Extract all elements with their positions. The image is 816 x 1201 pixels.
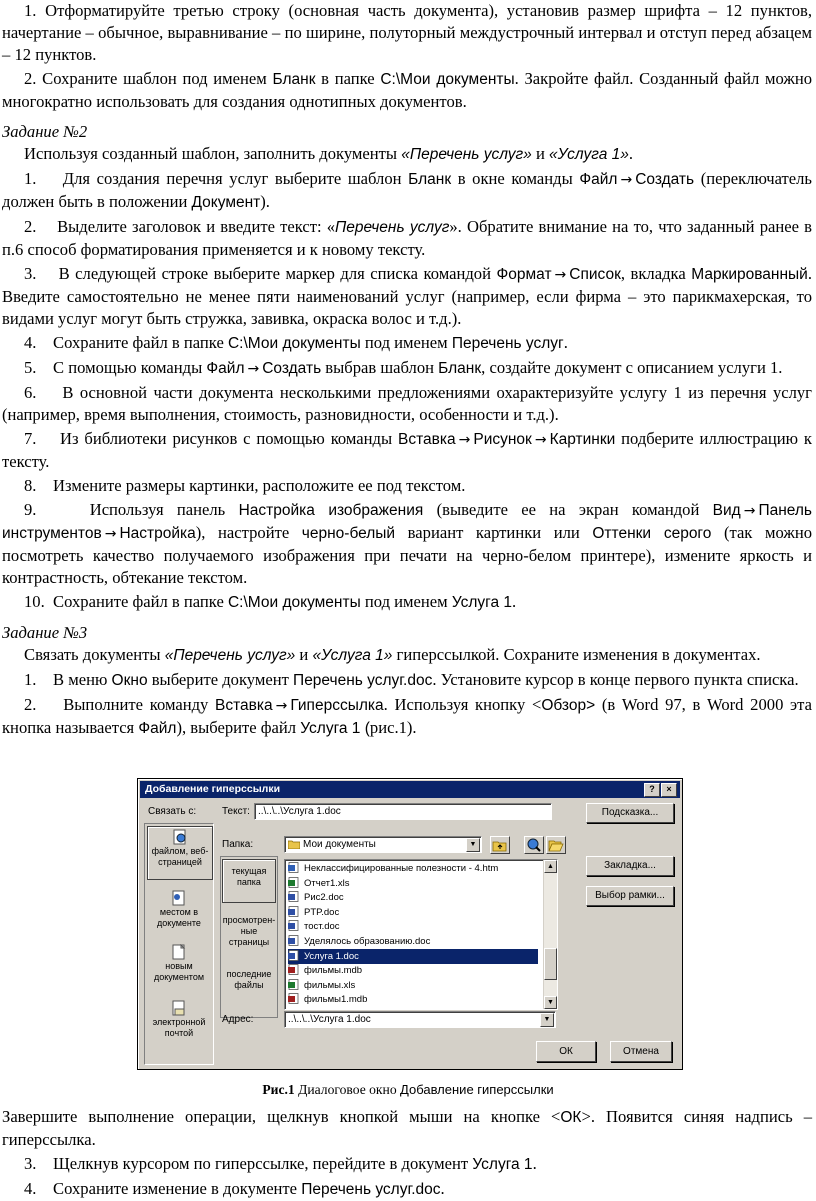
- text: 4. Сохраните файл в папке: [24, 333, 228, 352]
- text: .: [512, 592, 517, 611]
- file-htm-icon: [288, 862, 300, 873]
- task2-intro: [0, 143, 816, 166]
- address-label: Адрес:: [222, 1014, 254, 1025]
- ui-term: Услуга 1: [451, 594, 513, 611]
- hint-button[interactable]: Подсказка...: [586, 803, 674, 823]
- text: (переключатель должен быть в положении: [2, 169, 812, 211]
- link-with-label: Связать с:: [148, 806, 197, 817]
- text: 5. С помощью команды: [24, 358, 207, 377]
- file-list-item[interactable]: [288, 890, 538, 905]
- folder-up-icon: [491, 837, 509, 853]
- ui-term: Настройка: [119, 525, 196, 542]
- text: . Установите курсор в конце первого пункта списка.: [432, 670, 799, 689]
- text-label: Текст:: [222, 806, 250, 817]
- link-place-in-doc[interactable]: [147, 888, 211, 932]
- ui-term: Создать: [635, 171, 695, 188]
- text: 3. В следующей строке выберите маркер для списка командой: [24, 264, 497, 283]
- open-folder-icon: [547, 837, 565, 853]
- arrow-icon: →: [620, 172, 633, 188]
- text: >. Появится синяя надпись – гиперссылка.: [2, 1107, 812, 1149]
- task2-step2: [0, 216, 816, 261]
- text: (выведите ее на экран командой: [423, 500, 713, 519]
- ui-term: C:\Мои документы: [380, 71, 515, 88]
- text: и: [531, 144, 549, 163]
- file-doc-icon: [288, 906, 300, 917]
- text: 2. Выполните команду: [24, 695, 216, 714]
- arrow-icon: →: [534, 432, 547, 448]
- file-name: Рис2.doc: [304, 892, 344, 904]
- file-list-item[interactable]: [288, 861, 538, 876]
- caption-text: Диалоговое окно: [294, 1082, 401, 1097]
- globe-document-icon: [173, 829, 187, 845]
- file-name: тост.doc: [304, 921, 340, 933]
- file-list-item[interactable]: [288, 876, 538, 891]
- close-button[interactable]: ×: [661, 783, 677, 797]
- new-document-icon: [172, 944, 186, 960]
- figure-caption: [0, 1082, 816, 1098]
- scroll-thumb[interactable]: [544, 948, 557, 980]
- text: 4. Сохраните изменение в документе: [24, 1179, 302, 1198]
- text: 9. Используя панель: [24, 500, 239, 519]
- ui-term: Вставка: [215, 697, 273, 714]
- text: , создайте документ с описанием услуги 1.: [481, 358, 783, 377]
- bookmark-button[interactable]: Закладка...: [586, 856, 674, 876]
- text: . Закройте файл. Созданный файл можно многократно использовать для создания однотипных документов.: [2, 69, 813, 111]
- address-value: ..\..\..\Услуга 1.doc: [288, 1014, 371, 1025]
- task2-title: Задание №2: [2, 122, 88, 141]
- text: Связать документы: [24, 645, 165, 664]
- ui-term: Маркированный: [691, 266, 808, 283]
- ui-term: C:\Мои документы: [227, 594, 361, 611]
- task3-step1: [0, 669, 816, 692]
- text: в окне команды: [451, 169, 580, 188]
- dialog-title-bar: [140, 781, 680, 798]
- text: выберите документ: [147, 670, 294, 689]
- text: выбрав шаблон: [321, 358, 439, 377]
- hyperlink-dialog: [137, 778, 683, 1070]
- text: гиперссылкой. Сохраните изменения в документах.: [392, 645, 761, 664]
- folder-label: Папка:: [222, 839, 254, 850]
- ui-term: «Услуга 1»: [312, 647, 393, 664]
- file-list-item[interactable]: [288, 919, 538, 934]
- browse-places-bar: [220, 856, 278, 1018]
- text: (так можно посмотреть качество получаемого изображения при печати на черно-белом принтере), измените яркость и контрастность, обтекание текстом.: [2, 523, 812, 587]
- task3-intro: [0, 644, 816, 667]
- caption-ui-term: Добавление гиперссылки: [400, 1082, 554, 1097]
- ui-term: Бланк: [272, 71, 316, 88]
- chevron-down-icon[interactable]: ▼: [466, 838, 480, 852]
- text: . Используя кнопку <: [383, 695, 542, 714]
- ui-term: Рисунок: [473, 431, 532, 448]
- file-name: фильмы.xls: [304, 979, 356, 991]
- ui-term: Обзор>: [541, 697, 596, 714]
- help-button[interactable]: ?: [644, 783, 660, 797]
- ui-term: Перечень услуг.doc: [293, 672, 433, 689]
- browsed-pages-tab[interactable]: просмотрен-ные страницы: [222, 915, 276, 947]
- file-list-scrollbar[interactable]: [543, 860, 557, 1009]
- text: . Введите самостоятельно не менее пяти наименований услуг (например, если фирма – это парикмахерская, то видами услуг могут быть стружка, завивка, окраска волос и т.д.).: [2, 264, 812, 328]
- scroll-down-icon[interactable]: ▼: [544, 996, 557, 1009]
- current-folder-tab[interactable]: текущая папка: [222, 859, 276, 903]
- search-globe-icon: [525, 837, 543, 853]
- recent-files-tab[interactable]: последние файлы: [226, 969, 272, 990]
- text: (в Word 97, в Word 2000 эта кнопка называется: [2, 695, 812, 737]
- text: Завершите выполнение операции, щелкнув кнопкой мыши на кнопке <: [2, 1107, 561, 1126]
- arrow-icon: →: [458, 432, 471, 448]
- file-list-item[interactable]: [288, 905, 538, 920]
- text: , вкладка: [620, 264, 692, 283]
- task3-title: Задание №3: [2, 623, 88, 642]
- file-name: Неклассифицированные полезности - 4.htm: [304, 863, 499, 874]
- ui-term: Панель инструментов: [2, 502, 812, 542]
- text-input[interactable]: ..\..\..\Услуга 1.doc: [254, 803, 552, 820]
- file-name: фильмы1.mdb: [304, 994, 368, 1006]
- file-name: Услуга 1.doc: [304, 950, 359, 962]
- task2-step1: [0, 168, 816, 214]
- file-list-item[interactable]: [288, 992, 538, 1007]
- task2-step3: [0, 263, 816, 330]
- ui-term: Список: [569, 266, 621, 283]
- file-name: Уделялось образованию.doc: [304, 936, 431, 947]
- task3-finish: [0, 1106, 816, 1151]
- arrow-icon: →: [554, 267, 567, 283]
- text: в папке: [315, 69, 381, 88]
- link-place-in-doc-label: местом в документе: [157, 907, 201, 928]
- task2-step7: [0, 428, 816, 473]
- ok-button[interactable]: ОК: [536, 1041, 596, 1062]
- file-mdb-icon: [288, 993, 300, 1004]
- ui-term: C:\Мои документы: [227, 335, 361, 352]
- file-name: фильмы.mdb: [304, 965, 363, 977]
- file-list-item[interactable]: [288, 963, 538, 978]
- text: Используя созданный шаблон, заполнить документы: [24, 144, 402, 163]
- task2-step5: [0, 357, 816, 380]
- text: 1. Отформатируйте третью строку (основная часть документа), установив размер шрифта – 12 пунктов, начертание – обычное, выравнивание – по ширине, полуторный междустрочный интервал и отступ перед абзацем – 12 пунктов.: [2, 1, 812, 64]
- file-doc-icon: [288, 891, 300, 902]
- document-anchor-icon: [172, 890, 186, 906]
- text: .: [563, 333, 568, 352]
- file-list-item[interactable]: [288, 949, 538, 964]
- arrow-icon: →: [275, 698, 288, 714]
- text: ». Обратите внимание на то, что заданный ранее в п.6 способ форматирования применяется и к новому тексту.: [2, 217, 812, 259]
- address-input[interactable]: [284, 1011, 556, 1028]
- ui-term: Окно: [111, 672, 148, 689]
- task3-step2: [0, 694, 816, 740]
- ui-term: Перечень услуг: [451, 335, 564, 352]
- up-folder-button[interactable]: [490, 836, 510, 854]
- ui-term: Документ: [191, 194, 261, 211]
- text: 8. Измените размеры картинки, расположите ее под текстом.: [24, 476, 466, 495]
- file-doc-icon: [288, 935, 300, 946]
- ui-term: «Перечень услуг»: [164, 647, 296, 664]
- ui-term: «Перечень услуг»: [401, 146, 532, 163]
- file-name: PTP.doc: [304, 906, 340, 918]
- ui-term: Бланк: [408, 171, 452, 188]
- ui-term: черно-белый: [301, 525, 396, 542]
- browse-file-button[interactable]: [546, 836, 566, 854]
- figure-number: Рис.1: [262, 1082, 295, 1097]
- file-list: [284, 859, 558, 1010]
- file-xls-icon: [288, 877, 300, 888]
- link-new-document[interactable]: [147, 942, 211, 986]
- text: .: [532, 1154, 537, 1173]
- link-type-bar: [144, 823, 214, 1065]
- link-email[interactable]: [147, 998, 211, 1046]
- text: под именем: [360, 592, 452, 611]
- text: подберите иллюстрацию к тексту.: [2, 429, 812, 471]
- text: ), выберите файл: [176, 718, 301, 737]
- arrow-icon: →: [743, 503, 756, 519]
- task2-step9: [0, 499, 816, 589]
- text: 6. В основной части документа несколькими предложениями охарактеризуйте услугу 1 из перечня услуг (например, время выполнения, стоимость, разновидности, особенности и т.д.).: [2, 383, 816, 424]
- text: 3. Щелкнув курсором по гиперссылке, перейдите в документ: [24, 1154, 473, 1173]
- dialog-title: Добавление гиперссылки: [145, 783, 281, 795]
- task2-step4: [0, 332, 816, 355]
- ui-term: Оттенки серого: [592, 525, 712, 542]
- file-doc-icon: [288, 920, 300, 931]
- file-name: Отчет1.xls: [304, 877, 350, 889]
- text: 2. Сохраните шаблон под именем: [24, 69, 273, 88]
- text: под именем: [360, 333, 452, 352]
- paragraph-format-step: [0, 0, 816, 66]
- text: 10. Сохраните файл в папке: [24, 592, 228, 611]
- task2-step8: [0, 475, 816, 497]
- ui-term: Перечень услуг.doc: [301, 1181, 441, 1198]
- link-new-document-label: новым документом: [153, 961, 205, 982]
- file-list-item[interactable]: [288, 978, 538, 993]
- file-mdb-icon: [288, 964, 300, 975]
- ui-term: Файл: [579, 171, 618, 188]
- text: рис.1).: [369, 718, 417, 737]
- ui-term: Услуга 1: [472, 1156, 533, 1173]
- after-figure-text: [0, 1106, 816, 1201]
- ui-term: Файл: [138, 720, 177, 737]
- text: 1. В меню: [24, 670, 112, 689]
- chevron-down-icon[interactable]: ▼: [540, 1013, 554, 1027]
- folder-icon: [288, 839, 300, 849]
- text: .: [628, 144, 634, 163]
- ui-term: Гиперссылка: [290, 697, 384, 714]
- cancel-button[interactable]: Отмена: [610, 1041, 672, 1062]
- text: 7. Из библиотеки рисунков с помощью команды: [24, 429, 399, 448]
- text: и: [295, 645, 313, 664]
- text: .: [440, 1179, 445, 1198]
- ui-term: Картинки: [549, 431, 616, 448]
- ui-term: Файл: [206, 360, 245, 377]
- ui-term: Вид: [712, 502, 741, 519]
- folder-value: Мои документы: [303, 839, 376, 850]
- text: вариант картинки или: [395, 523, 593, 542]
- ui-term: Вставка: [398, 431, 456, 448]
- ui-term: Перечень услуг: [335, 219, 450, 236]
- paragraph-save-template: [0, 68, 816, 113]
- scroll-up-icon[interactable]: ▲: [544, 860, 557, 873]
- ui-term: «Услуга 1»: [548, 146, 629, 163]
- file-xls-icon: [288, 979, 300, 990]
- arrow-icon: →: [104, 526, 117, 542]
- task2-step6: [0, 382, 816, 426]
- task3-step3: [0, 1153, 816, 1176]
- ui-term: Услуга 1 (: [300, 720, 370, 737]
- arrow-icon: →: [247, 361, 260, 377]
- ui-term: Бланк: [438, 360, 482, 377]
- text: ).: [260, 192, 270, 211]
- task3-step4: [0, 1178, 816, 1201]
- text: 2. Выделите заголовок и введите текст: «: [24, 217, 336, 236]
- folder-select[interactable]: [284, 836, 482, 853]
- ui-term: Создать: [262, 360, 322, 377]
- text: ), настройте: [195, 523, 302, 542]
- link-existing-file-label: файлом, веб-страницей: [151, 846, 209, 867]
- task2-step10: [0, 591, 816, 614]
- link-email-label: электронной почтой: [152, 1017, 206, 1038]
- email-icon: [172, 1000, 186, 1016]
- ui-term: Формат: [496, 266, 552, 283]
- file-doc-icon: [288, 950, 300, 961]
- link-existing-file[interactable]: [147, 826, 213, 880]
- browse-web-button[interactable]: [524, 836, 544, 854]
- text: 1. Для создания перечня услуг выберите шаблон: [24, 169, 409, 188]
- frame-select-button[interactable]: Выбор рамки...: [586, 886, 674, 906]
- ui-term: ОК: [560, 1109, 582, 1126]
- file-list-item[interactable]: [288, 934, 538, 949]
- ui-term: Настройка изображения: [238, 502, 424, 519]
